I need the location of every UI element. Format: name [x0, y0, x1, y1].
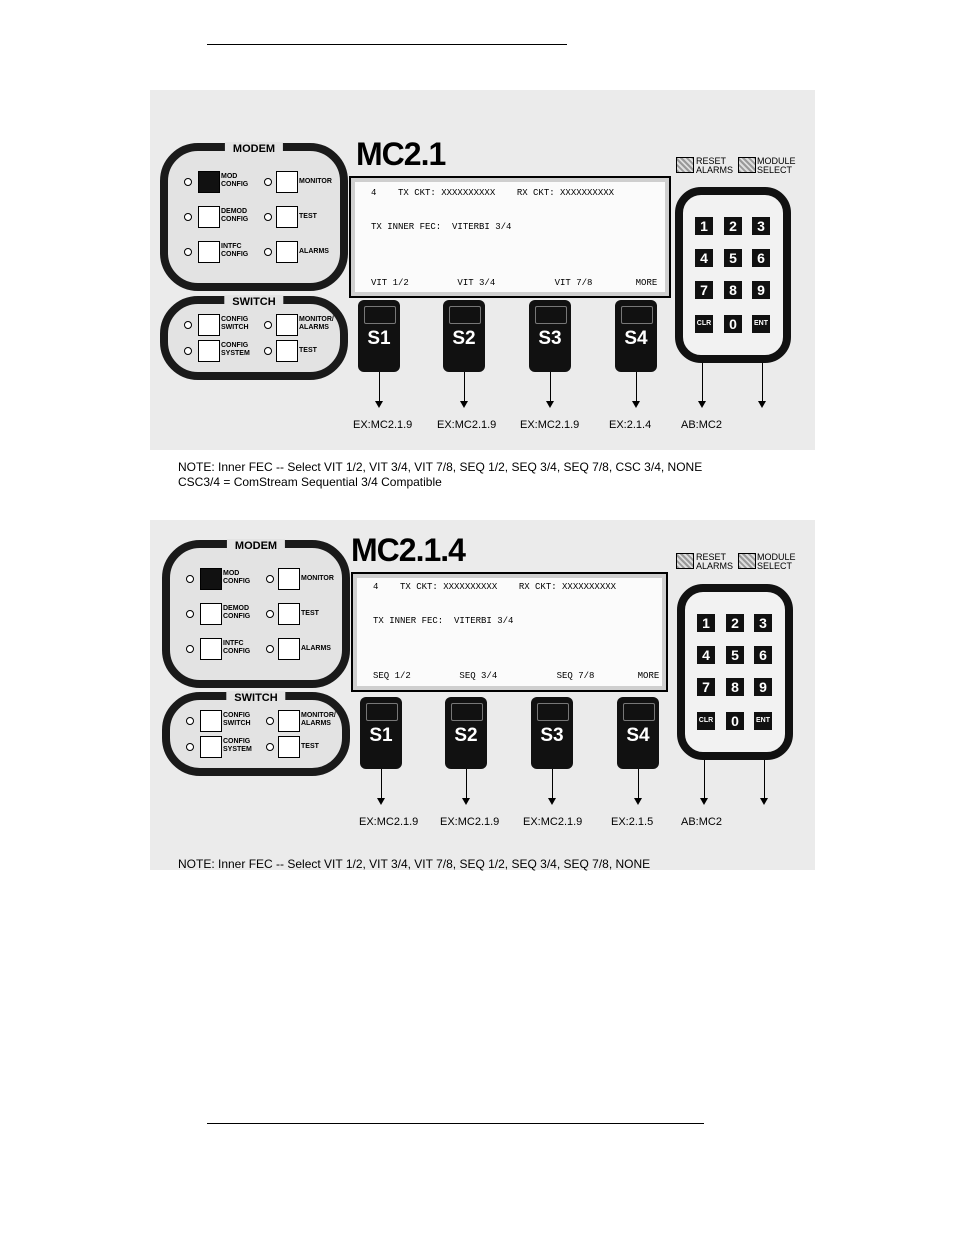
- keypad: [675, 187, 791, 363]
- monitor-alarms-button[interactable]: [278, 710, 300, 732]
- demod-config-led: [184, 213, 192, 221]
- lcd-line-3: SEQ 1/2 SEQ 3/4 SEQ 7/8 MORE: [373, 671, 660, 681]
- demod-config-button[interactable]: [198, 206, 220, 228]
- switch-test-label: TEST: [301, 743, 319, 750]
- softkey-s1[interactable]: [360, 697, 402, 769]
- arrow-head-clr: [698, 401, 706, 408]
- arrow-head-s4: [632, 401, 640, 408]
- module-select-swatch: [738, 553, 756, 569]
- key-3[interactable]: 3: [754, 614, 772, 632]
- config-switch-button[interactable]: [200, 710, 222, 732]
- key-4[interactable]: 4: [695, 249, 713, 267]
- monitor-label: MONITOR: [301, 575, 334, 582]
- key-3[interactable]: 3: [752, 217, 770, 235]
- modem-title: MODEM: [225, 142, 283, 156]
- config-system-led: [186, 743, 194, 751]
- key-8[interactable]: 8: [726, 678, 744, 696]
- config-system-label: CONFIG SYSTEM: [223, 738, 252, 753]
- mod-config-button[interactable]: [198, 171, 220, 193]
- test-button[interactable]: [278, 603, 300, 625]
- key-5[interactable]: 5: [724, 249, 742, 267]
- alarms-led: [266, 645, 274, 653]
- note-line-1: NOTE: Inner FEC -- Select VIT 1/2, VIT 3/4, VIT 7/8, SEQ 1/2, SEQ 3/4, SEQ 7/8, NONE: [178, 857, 651, 871]
- destination-s2: EX:MC2.1.9: [437, 419, 497, 431]
- destination-clr: AB:MC2: [681, 419, 722, 431]
- key-6[interactable]: 6: [752, 249, 770, 267]
- softkey-s2[interactable]: [445, 697, 487, 769]
- key-8[interactable]: 8: [724, 281, 742, 299]
- alarms-label: ALARMS: [299, 248, 329, 255]
- config-switch-led: [186, 717, 194, 725]
- destination-s1: EX:MC2.1.9: [353, 419, 413, 431]
- config-system-label: CONFIG SYSTEM: [221, 342, 250, 357]
- screen-title: MC2.1: [356, 136, 446, 172]
- destination-s4: EX:2.1.4: [609, 419, 652, 431]
- monitor-alarms-label: MONITOR/ ALARMS: [301, 712, 336, 727]
- softkey-s2-label: S2: [452, 328, 476, 349]
- switch-group: [162, 692, 350, 776]
- arrow-s1: [379, 372, 380, 402]
- key-ent[interactable]: ENT: [754, 712, 772, 730]
- note-line-1: NOTE: Inner FEC -- Select VIT 1/2, VIT 3/4, VIT 7/8, SEQ 1/2, SEQ 3/4, SEQ 7/8, CSC 3/4, NONE: [178, 460, 703, 474]
- key-0[interactable]: 0: [726, 712, 744, 730]
- key-1[interactable]: 1: [697, 614, 715, 632]
- monitor-led: [264, 178, 272, 186]
- test-led: [266, 610, 274, 618]
- reset-alarms-legend: RESET ALARMS: [696, 552, 734, 571]
- reset-alarms-legend: RESET ALARMS: [696, 156, 734, 175]
- arrow-head-clr: [700, 798, 708, 805]
- monitor-button[interactable]: [278, 568, 300, 590]
- modem-title: MODEM: [227, 539, 285, 553]
- alarms-button[interactable]: [278, 638, 300, 660]
- module-select-legend: MODULE SELECT: [757, 156, 796, 175]
- arrow-s4: [638, 769, 639, 799]
- softkey-s1-window: [366, 703, 398, 721]
- demod-config-led: [186, 610, 194, 618]
- test-label: TEST: [299, 213, 317, 220]
- modem-group: [160, 143, 348, 291]
- softkey-s2-window: [449, 306, 481, 324]
- demod-config-button[interactable]: [200, 603, 222, 625]
- mod-config-label: MOD CONFIG: [221, 173, 249, 188]
- softkey-s4-window: [621, 306, 653, 324]
- softkey-s4[interactable]: [617, 697, 659, 769]
- reset-alarms-swatch: [676, 553, 694, 569]
- key-0[interactable]: 0: [724, 315, 742, 333]
- lcd-line-2: TX INNER FEC: VITERBI 3/4: [373, 616, 514, 626]
- intfc-config-label: INTFC CONFIG: [221, 243, 249, 258]
- intfc-config-label: INTFC CONFIG: [223, 640, 251, 655]
- arrow-head-s1: [375, 401, 383, 408]
- softkey-s3-window: [537, 703, 569, 721]
- lcd-line-1: 4 TX CKT: XXXXXXXXXX RX CKT: XXXXXXXXXX: [373, 582, 617, 592]
- arrow-s2: [466, 769, 467, 799]
- destination-clr: AB:MC2: [681, 816, 722, 828]
- softkey-s1-label: S1: [369, 725, 393, 746]
- arrow-s4: [636, 372, 637, 402]
- test-label: TEST: [301, 610, 319, 617]
- softkey-s4-label: S4: [624, 328, 648, 349]
- config-switch-label: CONFIG SWITCH: [221, 316, 249, 331]
- key-7[interactable]: 7: [697, 678, 715, 696]
- arrow-s1: [381, 769, 382, 799]
- config-system-led: [184, 347, 192, 355]
- switch-test-label: TEST: [299, 347, 317, 354]
- destination-s2: EX:MC2.1.9: [440, 816, 500, 828]
- monitor-led: [266, 575, 274, 583]
- switch-test-button[interactable]: [278, 736, 300, 758]
- switch-title: SWITCH: [226, 691, 285, 705]
- keypad: [677, 584, 793, 760]
- monitor-alarms-button[interactable]: [276, 314, 298, 336]
- monitor-button[interactable]: [276, 171, 298, 193]
- arrow-head-s2: [462, 798, 470, 805]
- arrow-head-s2: [460, 401, 468, 408]
- header-rule: [207, 44, 567, 45]
- monitor-alarms-led: [264, 321, 272, 329]
- config-switch-button[interactable]: [198, 314, 220, 336]
- softkey-s1-label: S1: [367, 328, 391, 349]
- switch-test-led: [264, 347, 272, 355]
- softkey-s2[interactable]: [443, 300, 485, 372]
- arrow-s2: [464, 372, 465, 402]
- arrow-head-s1: [377, 798, 385, 805]
- lcd-display: [349, 176, 671, 298]
- screen-title: MC2.1.4: [351, 532, 465, 568]
- softkey-s2-window: [451, 703, 483, 721]
- demod-config-label: DEMOD CONFIG: [221, 208, 249, 223]
- monitor-alarms-label: MONITOR/ ALARMS: [299, 316, 334, 331]
- module-select-legend: MODULE SELECT: [757, 552, 796, 571]
- arrow-s3: [550, 372, 551, 402]
- destination-s3: EX:MC2.1.9: [523, 816, 583, 828]
- demod-config-label: DEMOD CONFIG: [223, 605, 251, 620]
- switch-test-led: [266, 743, 274, 751]
- config-system-button[interactable]: [200, 736, 222, 758]
- switch-test-button[interactable]: [276, 340, 298, 362]
- arrow-head-s4: [634, 798, 642, 805]
- reset-alarms-swatch: [676, 157, 694, 173]
- mod-config-label: MOD CONFIG: [223, 570, 251, 585]
- key-7[interactable]: 7: [695, 281, 713, 299]
- alarms-button[interactable]: [276, 241, 298, 263]
- mod-config-led: [186, 575, 194, 583]
- lcd-display: [351, 572, 668, 692]
- config-system-button[interactable]: [198, 340, 220, 362]
- key-5[interactable]: 5: [726, 646, 744, 664]
- key-9[interactable]: 9: [754, 678, 772, 696]
- softkey-s3-label: S3: [540, 725, 564, 746]
- arrow-head-ent: [760, 798, 768, 805]
- intfc-config-led: [186, 645, 194, 653]
- switch-group: [160, 296, 348, 380]
- key-2[interactable]: 2: [726, 614, 744, 632]
- destination-s3: EX:MC2.1.9: [520, 419, 580, 431]
- key-9[interactable]: 9: [752, 281, 770, 299]
- intfc-config-button[interactable]: [200, 638, 222, 660]
- key-2[interactable]: 2: [724, 217, 742, 235]
- mod-config-button[interactable]: [200, 568, 222, 590]
- softkey-s3[interactable]: [531, 697, 573, 769]
- test-led: [264, 213, 272, 221]
- softkey-s4[interactable]: [615, 300, 657, 372]
- module-select-swatch: [738, 157, 756, 173]
- softkey-s4-label: S4: [626, 725, 650, 746]
- footer-rule: [207, 1123, 704, 1124]
- intfc-config-led: [184, 248, 192, 256]
- intfc-config-button[interactable]: [198, 241, 220, 263]
- arrow-head-ent: [758, 401, 766, 408]
- softkey-s4-window: [623, 703, 655, 721]
- config-switch-led: [184, 321, 192, 329]
- lcd-line-3: VIT 1/2 VIT 3/4 VIT 7/8 MORE: [371, 278, 658, 288]
- mod-config-led: [184, 178, 192, 186]
- monitor-label: MONITOR: [299, 178, 332, 185]
- key-ent[interactable]: ENT: [752, 315, 770, 333]
- destination-s1: EX:MC2.1.9: [359, 816, 419, 828]
- config-switch-label: CONFIG SWITCH: [223, 712, 251, 727]
- key-clr[interactable]: CLR: [695, 315, 713, 333]
- monitor-alarms-led: [266, 717, 274, 725]
- softkey-s1[interactable]: [358, 300, 400, 372]
- switch-title: SWITCH: [224, 295, 283, 309]
- alarms-label: ALARMS: [301, 645, 331, 652]
- key-clr[interactable]: CLR: [697, 712, 715, 730]
- test-button[interactable]: [276, 206, 298, 228]
- key-1[interactable]: 1: [695, 217, 713, 235]
- softkey-s2-label: S2: [454, 725, 478, 746]
- note-line-2: CSC3/4 = ComStream Sequential 3/4 Compatible: [178, 475, 442, 489]
- lcd-line-1: 4 TX CKT: XXXXXXXXXX RX CKT: XXXXXXXXXX: [371, 188, 615, 198]
- arrow-s3: [552, 769, 553, 799]
- softkey-s3-label: S3: [538, 328, 562, 349]
- lcd-line-2: TX INNER FEC: VITERBI 3/4: [371, 222, 512, 232]
- softkey-s1-window: [364, 306, 396, 324]
- key-4[interactable]: 4: [697, 646, 715, 664]
- modem-group: [162, 540, 350, 688]
- destination-s4: EX:2.1.5: [611, 816, 654, 828]
- softkey-s3[interactable]: [529, 300, 571, 372]
- arrow-head-s3: [548, 798, 556, 805]
- softkey-s3-window: [535, 306, 567, 324]
- alarms-led: [264, 248, 272, 256]
- key-6[interactable]: 6: [754, 646, 772, 664]
- arrow-head-s3: [546, 401, 554, 408]
